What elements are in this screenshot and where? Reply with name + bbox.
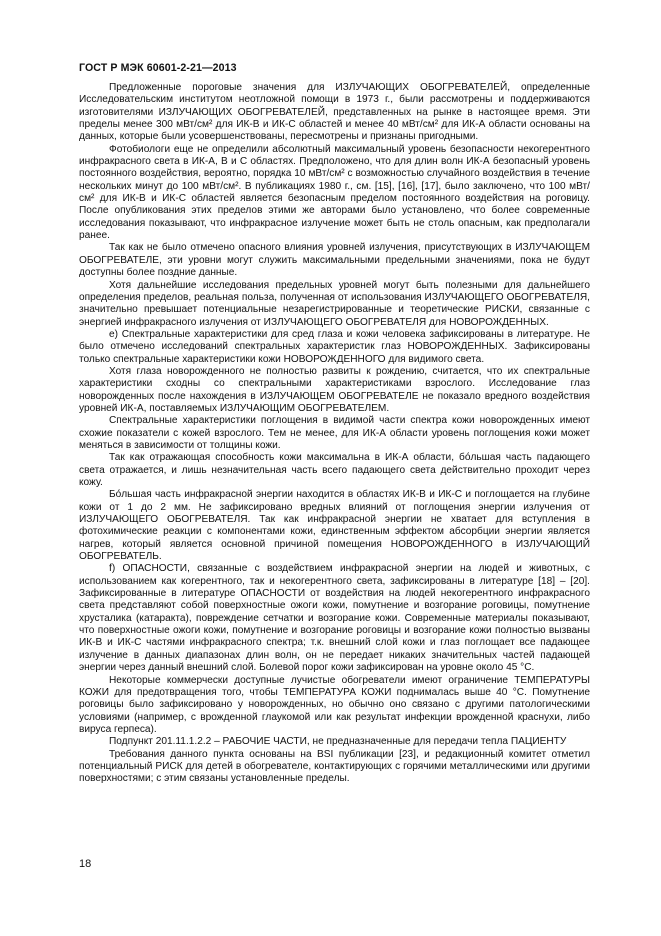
paragraph: Некоторые коммерчески доступные лучистые обогреватели имеют ограничение ТЕМПЕРАТУРЫ КОЖИ для предотвращения того, чтобы ТЕМПЕРАТУРА КОЖИ поднималась выше 40 °С. Помутнение роговицы было зафиксировано у новорожденных, но обычно оно связано с другими патологическими условиями (например, с врожденной глаукомой или как результат инфекции врожденной краснухи, либо вируса герпеса). (79, 674, 590, 735)
subclause-heading: Подпункт 201.11.1.2.2 – РАБОЧИЕ ЧАСТИ, не предназначенные для передачи тепла ПАЦИЕНТУ (109, 736, 567, 748)
document-body (79, 82, 590, 786)
standard-header: ГОСТ Р МЭК 60601-2-21—2013 (79, 62, 237, 74)
paragraph: Так как отражающая способность кожи максимальна в ИК-А области, бо́льшая часть падающего света отражается, и лишь незначительная часть всего падающего света действительно проходит через кожу. (79, 452, 590, 488)
paragraph: Хотя дальнейшие исследования предельных уровней могут быть полезными для дальнейшего определения пределов, реальная польза, полученная от использования ИЗЛУЧАЮЩЕГО ОБОГРЕВАТЕЛЯ, значительно превышает потенциальные незарегистрированные и теоретические РИСКИ, связанные с энергией инфракрасного излучения от ИЗЛУЧАЮЩЕГО ОБОГРЕВАТЕЛЯ для НОВОРОЖДЕННЫХ. (79, 279, 590, 328)
paragraph: Предложенные пороговые значения для ИЗЛУЧАЮЩИХ ОБОГРЕВАТЕЛЕЙ, определенные Исследовательским институтом неотложной помощи в 1973 г., были рассмотрены и поддерживаются изготовителями ИЗЛУЧАЮЩИХ ОБОГРЕВАТЕЛЕЙ, представленных на рынке в настоящее время. Эти пределы менее 300 мВт/см² для ИК-В и ИК-С областей и менее 40 мВт/см² для ИК-А области основаны на данных, которые были усовершенствованы, пересмотрены и признаны пригодными. (79, 82, 590, 143)
paragraph: Так как не было отмечено опасного влияния уровней излучения, присутствующих в ИЗЛУЧАЮЩЕМ ОБОГРЕВАТЕЛЕ, эти уровни могут служить максимальными предельными значениями, пока не будут доступны более поздние данные. (79, 242, 590, 279)
paragraph: e) Спектральные характеристики для сред глаза и кожи человека зафиксированы в литературе. Не было отмечено исследований спектральных характеристик глаз НОВОРОЖДЕННЫХ. Зафиксированы только спектральные характеристики кожи НОВОРОЖДЕННОГО для видимого света. (79, 328, 590, 365)
paragraph: Бо́льшая часть инфракрасной энергии находится в областях ИК-В и ИК-С и поглощается на глубине кожи от 1 до 2 мм. Не зафиксировано вредных влияний от поглощения энергии излучения от ИЗЛУЧАЮЩЕГО ОБОГРЕВАТЕЛЯ. Так как инфракрасной энергии не хватает для вступления в фотохимические реакции с компонентами кожи, единственным эффектом абсорбции энергии является нагрев, который является основной причиной помещения НОВОРОЖДЕННОГО в ИЗЛУЧАЮЩИЙ ОБОГРЕВАТЕЛЬ. (79, 489, 590, 563)
paragraph: Хотя глаза новорожденного не полностью развиты к рождению, считается, что их спектральные характеристики сходны со спектральными характеристиками взрослого. Исследование глаз новорожденных после нахождения в ИЗЛУЧАЮЩЕМ ОБОГРЕВАТЕЛЕ не показало вредного воздействия уровней ИК-А, поставляемых ИЗЛУЧАЮЩИМ ОБОГРЕВАТЕЛЕМ. (79, 365, 590, 414)
paragraph: Спектральные характеристики поглощения в видимой части спектра кожи новорожденных имеют схожие показатели с кожей взрослого. Тем не менее, для ИК-А области уровень поглощения кожи может меняться в зависимости от толщины кожи. (79, 415, 590, 451)
page-number: 18 (79, 858, 92, 870)
paragraph: Фотобиологи еще не определили абсолютный максимальный уровень безопасности некогерентного инфракрасного света в ИК-А, В и С областях. Предположено, что для длин волн ИК-А безопасный уровень постоянного воздействия, вероятно, порядка 10 мВт/см² с возможностью случайного воздействия в течение нескольких минут до 100 мВт/см². В публикациях 1980 г., см. [15], [16], [17], было заключено, что 100 мВт/см² для ИК-В и ИК-С областей является безопасным пределом постоянного воздействия на роговицу. После опубликования этих пределов этими же авторами было установлено, что более современные исследования показывают, что инфракрасное излучение может быть не столь опасным, как предполагали ранее. (79, 143, 590, 242)
paragraph: Требования данного пункта основаны на BSI публикации [23], и редакционный комитет отметил потенциальный РИСК для детей в обогревателе, контактирующих с горячими металлическими или другими поверхностями; с этим связаны установленные пределы. (79, 748, 590, 785)
paragraph: f) ОПАСНОСТИ, связанные с воздействием инфракрасной энергии на людей и животных, с использованием как когерентного, так и некогерентного света, зафиксированы в литературе [18] – [20]. Зафиксированные в литературе ОПАСНОСТИ от воздействия на людей некогерентного инфракрасного света представляют собой поверхностные ожоги кожи, помутнение и возгорание роговицы, помутнение хрусталика (катаракта), повреждение сетчатки и возгорание кожи. Современные материалы показывают, что поверхностные ожоги кожи, помутнение и возгорание роговицы и возгорание кожи полностью вызваны ИК-В и ИК-С частями инфракрасного спектра; т.к. внешний слой кожи и глаз поглощает все падающее излучение в данных диапазонах длин волн, он не передает никаких значительных частей падающей энергии через данный внешний слой. Болевой порог кожи зафиксирован на уровне около 45 °С. (79, 563, 590, 674)
